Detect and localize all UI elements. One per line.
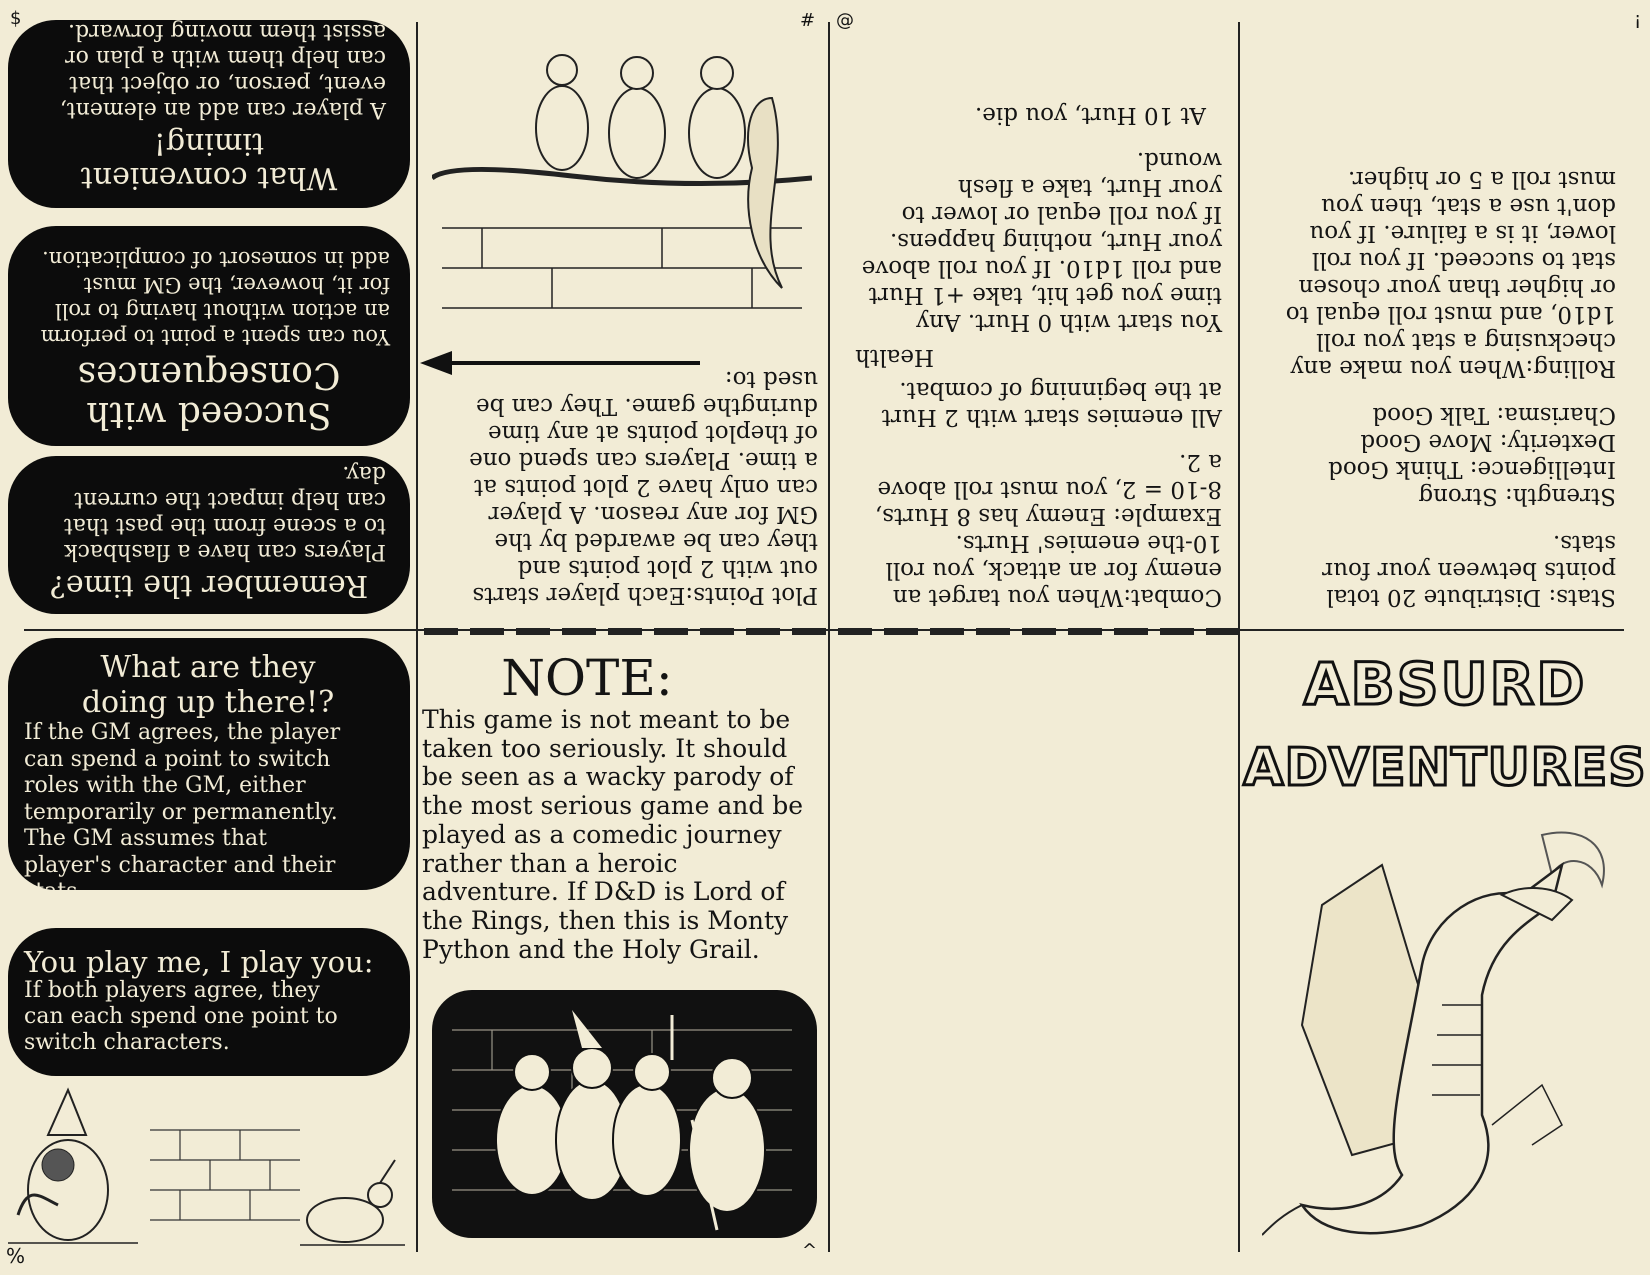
health-rule: You start with 0 Hurt. Any time you get hit, take +1 Hurt and roll 1d10. If you roll above your Hurt, nothing happens. If you roll equal or lower to your Hurt, take a flesh wound. [861,147,1222,335]
card-text: If the GM agrees, the player can spend a point to switch roles with the GM, either temporarily or permanently. The GM assumes that player's character and their stats. [24,720,341,904]
combat-rule: Combat:When you target an enemy for an attack, you roll 10-the enemies' Hurts. Example: Enemy has 8 Hurts, 8-10 = 2, you must roll above a 2. [874,449,1222,610]
arrow-icon [420,348,700,378]
dashed-cut-line [424,628,1238,635]
rules-panel [1245,28,1630,618]
card-convenient-timing [8,20,410,208]
note-panel [422,649,824,964]
card-succeed-with-consequences [8,226,410,446]
corner-mark-top-left: $ [10,8,22,29]
creature-icon [300,1155,405,1250]
enemy-hurt-rule: All enemies start with 2 Hurt at the beginning of combat. [881,377,1222,430]
card-title: You play me, I play you: [24,945,374,979]
card-what-are-they-doing [8,638,410,904]
knights-dungeon-icon [432,990,817,1238]
corner-mark-top-mid-a: # [800,10,816,31]
stats-rule: Stats: Distribute 20 total points between your four stats. [1322,530,1616,610]
death-rule: At 10 Hurt, you die. [974,102,1206,128]
plot-points-panel [422,28,826,618]
vertical-fold-2 [828,22,830,1252]
cover-title-line2: ADVENTURES [1243,738,1647,798]
card-text: Players can have a flashback to a scene from the past that can help impact the current day. [63,461,386,564]
plot-points-rule: Plot Points:Each player starts out with 2 plot points and they can be awarded by the GM for any reason. A player can only have 2 plot points at a time. Players can spend one of theplot points at any time duringthe game. They can be used to: [469,366,818,608]
vertical-fold-1 [416,22,418,1252]
card-text: You can spent a point to perform an action without having to roll for it, however, the GM must add in somesort of complication. [40,247,390,349]
card-remember-the-time [8,456,410,614]
vertical-fold-3 [1238,22,1240,1252]
health-title: Health [855,344,934,370]
card-text: A player can add an element, event, person, or object that can help them with a plan or assist them moving forward. [59,19,386,122]
goblins-on-branch-icon [432,38,812,328]
corner-mark-top-right: ! [1634,10,1642,31]
note-text: This game is not meant to be taken too seriously. It should be seen as a wacky parody of the most serious game and be played as a comedic journey rather than a heroic adventure. If D&D is Lord of the Rings, then this is Monty Python and the Holy Grail. [422,705,804,964]
card-title: What are they doing up there!? [81,650,335,720]
cover-title-line1: ABSURD [1303,650,1587,718]
corner-mark-top-mid-b: @ [836,10,854,31]
combat-panel [834,28,1234,618]
wall-sketch [150,1110,310,1245]
card-you-play-me [8,928,410,1076]
corner-mark-bottom-left: % [6,1244,26,1268]
note-heading: NOTE: [501,649,673,707]
dragon-icon [1262,825,1642,1250]
card-title: What convenient timing! [80,126,338,195]
card-title: Succeed with Consequences [77,354,341,435]
card-title: Remember the time? [49,568,369,603]
rolling-rule: Rolling:When you make any checkusing a stat you roll 1d10, and must roll equal to or higher than your chosen stat to succeed. If you roll lower, it is a failure. If you don't use a stat, then you must roll a 5 or higher. [1285,166,1616,381]
card-text: If both players agree, they can each spend one point to switch characters. [24,978,338,1055]
corner-mark-bottom-mid: ^ [802,1240,818,1261]
cover-panel [1240,640,1650,830]
stat-list: Strength: Strong Intelligence: Think Good Dexterity: Move Good Charisma: Talk Good [1328,402,1616,509]
wizard-mouse-icon [8,1085,148,1245]
